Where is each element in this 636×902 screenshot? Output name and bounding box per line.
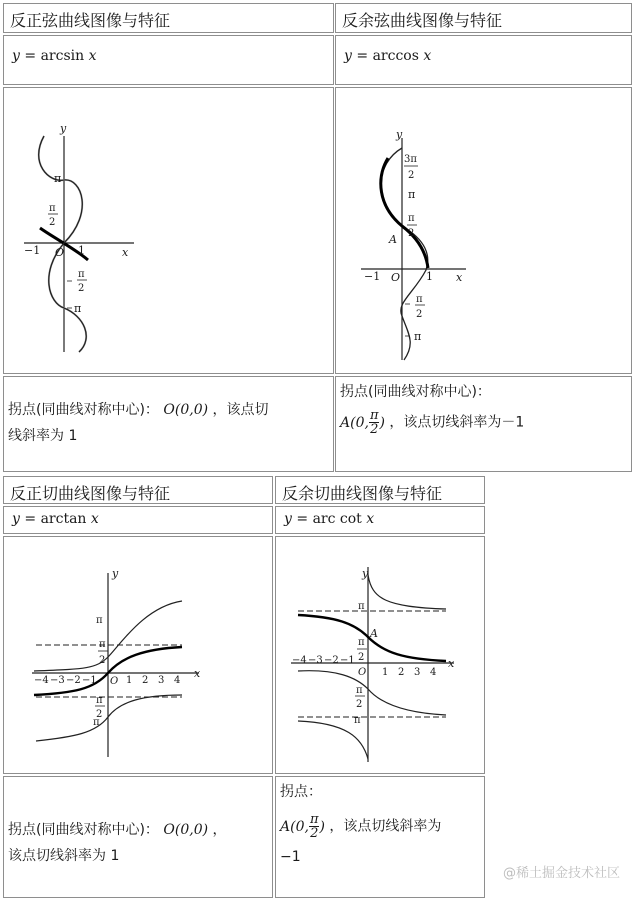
slope-text: ，该点切	[212, 402, 269, 418]
point-a-label: A	[370, 627, 378, 640]
arcsin-header	[3, 3, 334, 33]
formula-function: arccos	[372, 48, 419, 64]
three-pi2-den-label: 2	[408, 170, 415, 181]
neg-pi2-den-label: 2	[416, 309, 423, 320]
arcsin-description	[3, 376, 334, 472]
tick-label: −3	[308, 655, 323, 666]
neg1-label: −1	[24, 244, 41, 257]
inflection-point: A(0, $\frac{\pi}{2}$ )	[280, 812, 325, 841]
arccot-header-text: 反余切曲线图像与特征	[282, 484, 443, 503]
arccos-description	[335, 376, 632, 472]
tick-label: 2	[142, 675, 149, 686]
neg-pi2-den-label: 2	[356, 699, 363, 710]
neg-pi-label: π	[74, 302, 82, 315]
arcsin-formula: y = arcsin x	[3, 35, 334, 85]
arccos-header	[335, 3, 632, 33]
inflection-point: A(0, $\frac{\pi}{2}$ )	[340, 408, 385, 437]
arccos-main-branch	[381, 158, 428, 268]
tick-label: 2	[398, 667, 405, 678]
arccos-graph	[336, 88, 633, 375]
arctan-header	[3, 476, 273, 504]
inflection-label: 拐点(同曲线对称中心)：	[340, 384, 491, 400]
arccot-header	[275, 476, 485, 504]
slope-text-continued: 该点切线斜率为 1	[8, 848, 120, 864]
tick-label: 4	[174, 675, 181, 686]
one-label: 1	[426, 270, 433, 283]
arctan-header-text: 反正切曲线图像与特征	[10, 484, 171, 503]
slope-text: ，该点切线斜率为	[329, 818, 442, 835]
one-label: 1	[78, 244, 85, 257]
arcsin-graph-cell	[3, 87, 334, 374]
tick-label: 3	[158, 675, 165, 686]
tick-label: −4	[292, 655, 307, 666]
y-axis-label: y	[112, 567, 119, 580]
formula-function: arctan	[40, 511, 87, 527]
tick-label: 4	[430, 667, 437, 678]
arctan-graph-cell	[3, 536, 273, 774]
neg-pi2-num-label: π	[416, 294, 423, 305]
pi2-num-label: π	[49, 203, 56, 214]
neg-pi-label: π	[93, 717, 100, 728]
neg-pi-label: π	[414, 330, 422, 343]
x-axis-label: x	[448, 657, 455, 670]
tick-label: −1	[82, 675, 97, 686]
inflection-label: 拐点(同曲线对称中心)：	[8, 822, 159, 838]
neg-pi2-num-label: π	[78, 269, 85, 280]
arccos-curve	[381, 148, 428, 360]
formula-variable: x	[423, 48, 432, 64]
formula-lhs: y	[284, 511, 292, 527]
origin-label: O	[110, 676, 119, 687]
slope-text: ，	[212, 822, 227, 838]
neg1-label: −1	[364, 270, 381, 283]
x-axis-label: x	[456, 271, 463, 284]
inflection-label: 拐点(同曲线对称中心)：	[8, 402, 159, 418]
origin-label: O	[55, 246, 65, 259]
inflection-label: 拐点：	[280, 784, 322, 800]
formula-function: arcsin	[40, 48, 85, 64]
slope-text-continued: −1	[280, 849, 301, 865]
pi2-den-label: 2	[408, 228, 415, 239]
pi-label: π	[54, 172, 62, 185]
arccot-lower-branch	[298, 671, 446, 715]
arccos-header-text: 反余弦曲线图像与特征	[342, 11, 503, 30]
tick-label: −4	[34, 675, 49, 686]
neg-pi-label: π	[354, 715, 361, 726]
tick-label: −1	[340, 655, 355, 666]
pi-label: π	[408, 188, 416, 201]
arccot-formula: y = arc cot x	[275, 506, 485, 534]
arcsin-header-text: 反正弦曲线图像与特征	[10, 11, 171, 30]
inflection-point: O(0,0)	[163, 402, 209, 418]
neg-pi2-num-label: π	[356, 685, 363, 696]
formula-variable: x	[88, 48, 97, 64]
pi2-den-label: 2	[358, 652, 365, 663]
slope-text-continued: 线斜率为 1	[8, 428, 78, 444]
formula-lhs: y	[12, 48, 20, 64]
arcsin-graph	[4, 88, 335, 375]
arctan-lower-branch	[36, 695, 182, 741]
tick-label: −3	[50, 675, 65, 686]
origin-label: O	[358, 667, 367, 678]
arccot-top-branch	[368, 575, 446, 609]
formula-lhs: y	[344, 48, 352, 64]
tick-label: 3	[414, 667, 421, 678]
y-axis-label: y	[362, 567, 369, 580]
x-axis-label: x	[122, 246, 129, 259]
arctan-description	[3, 776, 273, 898]
arctan-graph	[4, 537, 274, 775]
formula-function: arc cot	[312, 511, 362, 527]
formula-variable: x	[366, 511, 375, 527]
arccos-graph-cell	[335, 87, 632, 374]
y-axis-label: y	[396, 128, 403, 141]
formula-lhs: y	[12, 511, 20, 527]
origin-label: O	[391, 271, 401, 284]
inflection-point: O(0,0)	[163, 822, 209, 838]
arccos-formula: y = arccos x	[335, 35, 632, 85]
tick-label: −2	[66, 675, 81, 686]
pi-label: π	[96, 615, 103, 626]
watermark: @稀土掘金技术社区	[502, 866, 620, 881]
neg-pi2-den-label: 2	[78, 283, 85, 294]
pi2-den-label: 2	[49, 217, 56, 228]
formula-variable: x	[90, 511, 99, 527]
pi2-num-label: π	[358, 637, 365, 648]
arccot-graph-cell	[275, 536, 485, 774]
x-axis-label: x	[194, 667, 201, 680]
arctan-formula: y = arctan x	[3, 506, 273, 534]
tick-label: 1	[126, 675, 133, 686]
neg-pi2-num-label: π	[96, 695, 103, 706]
arccot-bottom-branch	[298, 721, 368, 759]
neg-pi2-den-label: 2	[96, 709, 103, 720]
pi-label: π	[358, 601, 365, 612]
three-pi2-num-label: 3π	[404, 154, 417, 165]
y-axis-label: y	[60, 122, 67, 135]
tick-label: −2	[324, 655, 339, 666]
tick-label: 1	[382, 667, 389, 678]
point-a-label: A	[389, 233, 397, 246]
pi2-num-label: π	[408, 213, 415, 224]
arccot-graph	[276, 537, 486, 775]
arccot-description	[275, 776, 485, 898]
pi2-den-label: 2	[99, 655, 106, 666]
pi2-num-label: π	[99, 639, 106, 650]
slope-text: ，该点切线斜率为－1	[389, 414, 525, 431]
arctan-x-ticks	[34, 675, 180, 687]
